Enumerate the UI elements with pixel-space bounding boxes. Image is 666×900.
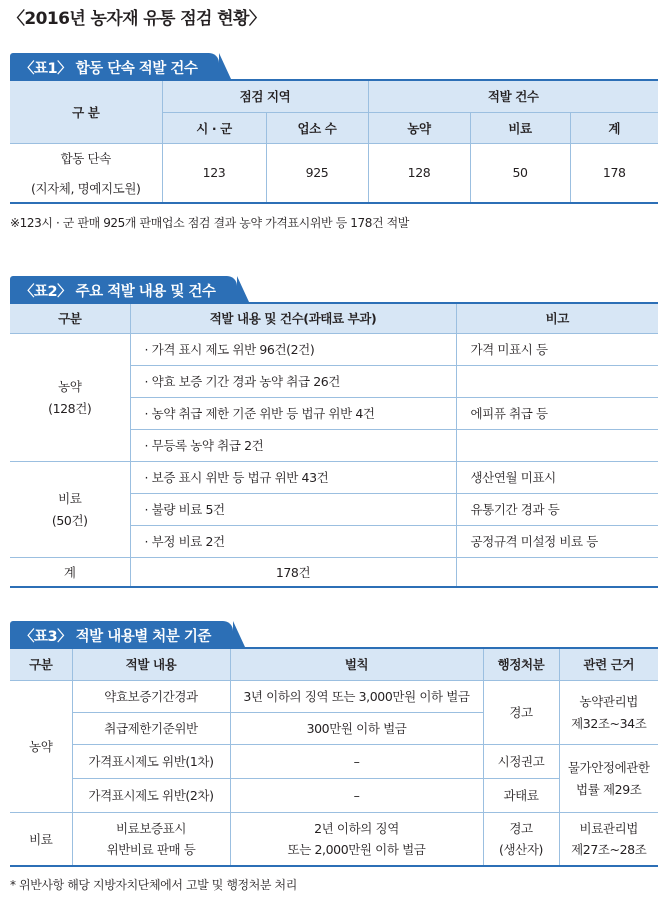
table3-header-category: 구분: [10, 648, 72, 680]
table3-group-pesticide: 농약: [10, 680, 72, 812]
table3-admin-line: 경고: [509, 821, 533, 837]
table3-basis: [559, 812, 658, 866]
table1-header-shops: 업소 수: [266, 112, 368, 143]
table3-basis-line: 농약관리법: [579, 694, 638, 709]
table1-note: ※123시 · 군 판매 925개 판매업소 점검 결과 농약 가격표시위반 등 178건 적발: [10, 216, 409, 230]
table2-content: · 불량 비료 5건: [130, 493, 456, 525]
table3-content: [72, 812, 230, 866]
table2-group-fertilizer: [10, 461, 130, 557]
table2-group-count: (128건): [48, 401, 92, 416]
table3-note: * 위반사항 해당 지방자치단체에서 고발 및 행정처분 처리: [10, 878, 297, 892]
table1-shops: 925: [266, 143, 368, 203]
table2-group-pesticide: [10, 333, 130, 461]
table1-header-detect: 적발 건수: [368, 80, 658, 112]
table3-admin: [483, 812, 559, 866]
table3-content: 취급제한기준위반: [72, 712, 230, 744]
table1: [10, 79, 658, 204]
table2-content: · 농약 취급 제한 기준 위반 등 법규 위반 4건: [130, 397, 456, 429]
table2-header-category: 구분: [10, 303, 130, 333]
table2-remark: [456, 365, 658, 397]
table3-basis-line: 제32조~34조: [571, 716, 647, 731]
table1-row-label: 합동 단속: [10, 143, 162, 173]
table2-header-remark: 비고: [456, 303, 658, 333]
table2-remark: 생산연월 미표시: [456, 461, 658, 493]
table3-penalty-line: 2년 이하의 징역: [314, 821, 399, 837]
table2-content: · 부정 비료 2건: [130, 525, 456, 557]
table3-basis-line: 제27조~28조: [571, 842, 647, 858]
table3-content-line: 위반비료 판매 등: [106, 842, 196, 858]
table3-basis: [559, 680, 658, 744]
table3-content: 가격표시제도 위반(2차): [72, 778, 230, 812]
table3-penalty: 300만원 이하 벌금: [230, 712, 483, 744]
table3-header-admin: 행정처분: [483, 648, 559, 680]
table2-remark: 유통기간 경과 등: [456, 493, 658, 525]
table1-fertilizer: 50: [470, 143, 570, 203]
table2-remark: [456, 429, 658, 461]
table3-header-penalty: 벌칙: [230, 648, 483, 680]
table2-remark: 공정규격 미설정 비료 등: [456, 525, 658, 557]
table1-city: 123: [162, 143, 266, 203]
table1-total: 178: [570, 143, 658, 203]
table3: [10, 647, 658, 867]
table1-header-pesticide: 농약: [368, 112, 470, 143]
table3-admin: 과태료: [483, 778, 559, 812]
table2-total-label: 계: [10, 557, 130, 587]
table1-header-total: 계: [570, 112, 658, 143]
table2-group-count: (50건): [51, 513, 88, 528]
table2-content: · 무등록 농약 취급 2건: [130, 429, 456, 461]
table3-basis-line: 법률 제29조: [576, 782, 642, 797]
table2-group-label: 농약: [58, 379, 82, 394]
table3-penalty: [230, 812, 483, 866]
table3-basis-line: 비료관리법: [579, 821, 638, 837]
table1-tab: 〈표1〉 합동 단속 적발 건수: [10, 53, 219, 79]
table1-header-fertilizer: 비료: [470, 112, 570, 143]
table3-admin: 시정권고: [483, 744, 559, 778]
table2-content: · 보증 표시 위반 등 법규 위반 43건: [130, 461, 456, 493]
table3-content: 약효보증기간경과: [72, 680, 230, 712]
table2-content: · 약효 보증 기간 경과 농약 취급 26건: [130, 365, 456, 397]
table2-total-remark: [456, 557, 658, 587]
table1-header-area: 점검 지역: [162, 80, 368, 112]
table2-total-value: 178건: [130, 557, 456, 587]
table2-tab: 〈표2〉 주요 적발 내용 및 건수: [10, 276, 237, 302]
table1-header-city: 시 · 군: [162, 112, 266, 143]
table3-basis-line: 물가안정에관한: [567, 760, 650, 775]
table1-row-sublabel: (지자체, 명예지도원): [10, 173, 162, 203]
table2-group-label: 비료: [58, 491, 82, 506]
table3-penalty: 3년 이하의 징역 또는 3,000만원 이하 벌금: [230, 680, 483, 712]
table3-group-fertilizer: 비료: [10, 812, 72, 866]
table2-header-content: 적발 내용 및 건수(과태료 부과): [130, 303, 456, 333]
table3-header-basis: 관련 근거: [559, 648, 658, 680]
table3-basis: [559, 744, 658, 812]
table3-content-line: 비료보증표시: [115, 821, 187, 837]
table3-tab: 〈표3〉 적발 내용별 처분 기준: [10, 621, 233, 647]
table3-admin-line: (생산자): [499, 842, 543, 858]
table2: [10, 302, 658, 588]
table1-pesticide: 128: [368, 143, 470, 203]
table2-remark: 에피퓨 취급 등: [456, 397, 658, 429]
page-title: 〈2016년 농자재 유통 점검 현황〉: [8, 9, 266, 29]
table3-content: 가격표시제도 위반(1차): [72, 744, 230, 778]
table3-admin: 경고: [483, 680, 559, 744]
table3-penalty: –: [230, 744, 483, 778]
table2-content: · 가격 표시 제도 위반 96건(2건): [130, 333, 456, 365]
table3-header-content: 적발 내용: [72, 648, 230, 680]
table1-header-category: 구 분: [10, 80, 162, 143]
table2-remark: 가격 미표시 등: [456, 333, 658, 365]
table3-penalty: –: [230, 778, 483, 812]
table3-penalty-line: 또는 2,000만원 이하 벌금: [287, 842, 426, 858]
